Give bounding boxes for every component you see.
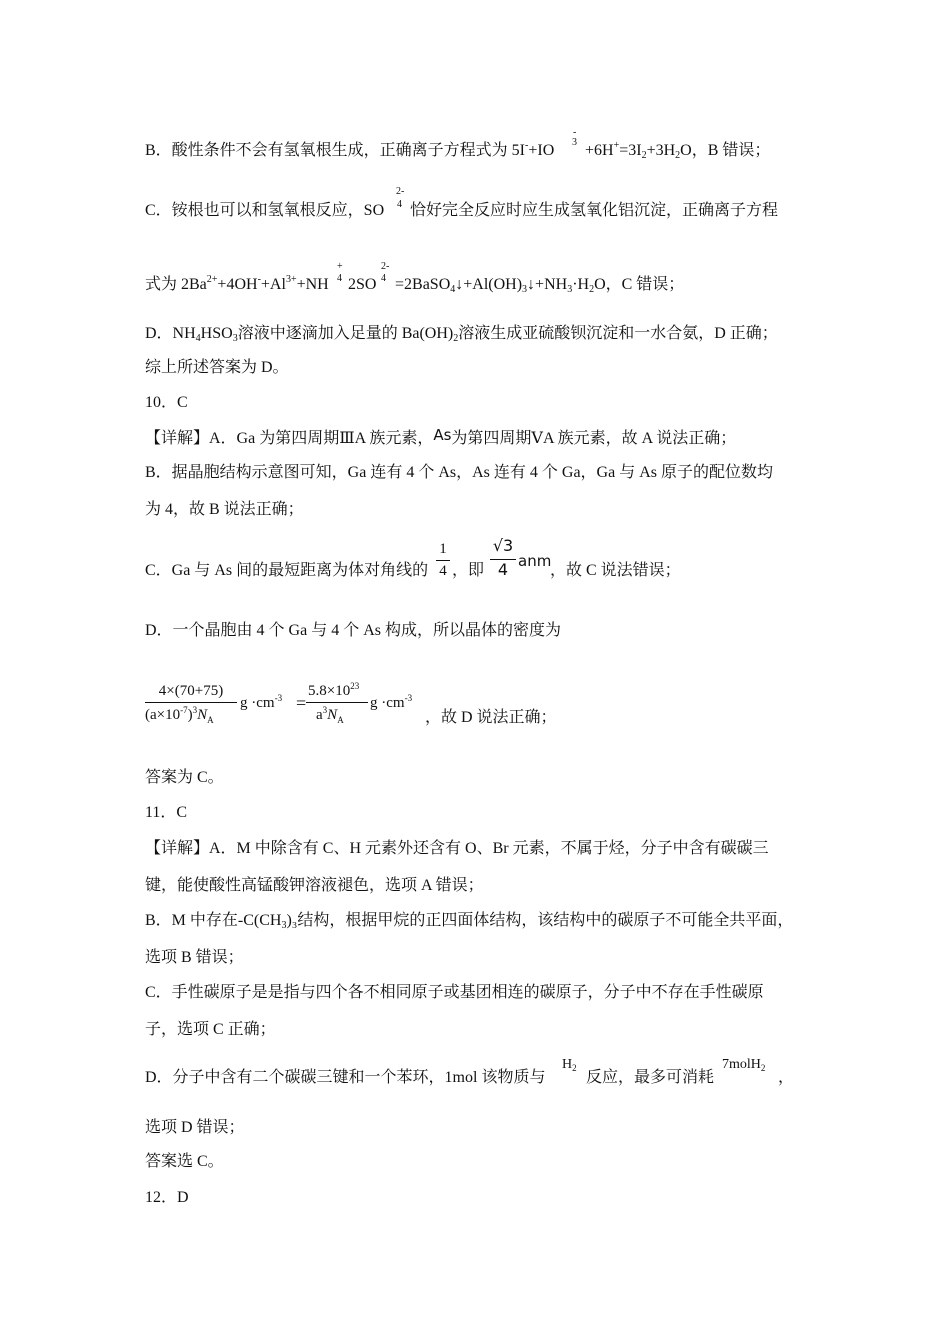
sup: 23 [350,681,360,691]
text: 5.8×10 [308,683,351,699]
formula-h2 [562,1055,577,1075]
line-d11a: D．分子中含有二个碳碳三键和一个苯环，1mol 该物质与 [145,1069,546,1086]
sub: 4 [450,284,456,295]
line-sum9: 综上所述答案为 D。 [145,359,289,376]
text: ，即 [452,562,485,579]
question-number-12: 12．D [145,1189,189,1206]
text: O，C 错误； [594,276,685,293]
text: +3H [646,142,676,159]
fraction-bar [306,702,368,703]
line-c9b-tail [395,275,684,300]
subscript: 3 [572,137,577,148]
text: 为第四周期ⅤA 族元素，故 A 说法正确； [451,430,737,447]
fraction-denominator: 4 [439,563,447,579]
text: 7molH [722,1057,761,1072]
text: a [316,707,323,723]
text: ↓+NH [527,276,568,293]
text: As [433,426,452,444]
text: H [562,1057,573,1072]
fraction-bar [145,702,237,703]
line-b11a [145,911,793,936]
subscript: 4 [397,199,402,210]
sup: 3 [192,705,198,715]
sub: 3 [281,920,287,931]
text: )₃结构，根据甲烷的正四面体结构，该结构中的碳原子不可能全共平面， [286,912,794,929]
superscript: 2- [381,261,390,272]
line-b10b: 为 4，故 B 说法正确； [145,501,304,518]
line-a11b: 键，能使酸性高锰酸钾溶液褪色，选项 A 错误； [145,877,484,894]
sub: 4 [195,333,201,344]
superscript: 2- [396,186,405,197]
line-b9-tail [585,141,770,166]
sub: 2 [641,150,647,161]
superscript: + [337,261,343,272]
text: 反应，最多可消耗 [586,1069,715,1086]
text: =2BaSO [395,276,451,293]
sup: 3+ [285,274,297,285]
formula-denominator-2 [316,706,376,725]
text: 式为 2Ba [145,276,207,293]
text: g ·cm [370,695,405,711]
sup: -3 [404,693,413,703]
sup: - [257,274,261,285]
subscript: 4 [337,273,342,284]
text: N [327,707,338,723]
sub: 3 [232,333,238,344]
subscript: 4 [381,273,386,284]
fraction-numerator: 1 [439,541,447,557]
formula-numerator-1: 4×(70+75) [158,683,224,699]
superscript: - [573,127,577,138]
line-b10a: B．据晶胞结构示意图可知，Ga 连有 4 个 As，As 连有 4 个 Ga，Ga 与 As 原子的配位数均 [145,464,773,481]
text: ) [187,707,193,723]
line-d9 [145,324,778,349]
unit-2 [370,693,412,714]
line-c9a-tail: 恰好完全反应时应生成氢氧化铝沉淀，正确离子方程 [410,202,779,219]
line-b9: B．酸性条件不会有氢氧根生成，正确离子方程式为 5I-+IO [145,140,555,159]
text: +4OH [217,276,258,293]
sub: 2 [675,150,681,161]
sqrt-numerator: √3 [492,536,514,555]
text: HSO [200,325,233,342]
line-d11b: 选项 D 错误； [145,1119,245,1136]
line-a11a: 【详解】A．M 中除含有 C、H 元素外还含有 O、Br 元素，不属于烃，分子中含有碳碳三 [145,840,769,857]
sub: 2 [760,1063,766,1073]
text: +Al [260,276,286,293]
sub: 2 [589,284,595,295]
unit-1 [240,693,282,714]
sub: 3 [567,284,573,295]
line-d10: D．一个晶胞由 4 个 Ga 与 4 个 As 构成，所以晶体的密度为 [145,622,561,639]
text: (a×10 [145,707,181,723]
equals-sign: = [296,693,307,713]
line-c9a [145,201,384,221]
text: B．M 中存在-C(CH [145,912,282,929]
question-number-11: 11．C [145,804,188,821]
text: D．NH [145,325,196,342]
text: ， [778,1069,795,1086]
sup: + [613,140,620,151]
text: 【详解】A．Ga 为第四周期ⅢA 族元素， [145,430,434,447]
sub: 3 [522,284,528,295]
line-c11a: C．手性碳原子是是指与四个各不相同原子或基团相连的碳原子，分子中不存在手性碳原 [145,984,764,1001]
line-c11b: 子，选项 C 正确； [145,1021,276,1038]
line-ans10: 答案为 C。 [145,769,224,786]
fraction-denominator: 4 [497,560,509,579]
text: 2SO [348,276,377,293]
formula-numerator-2 [308,682,374,701]
line-c10: C．Ga 与 As 间的最短距离为体对角线的 [145,562,429,579]
sub: 2 [453,333,459,344]
line-a10 [145,428,736,449]
text: 溶液中逐滴加入足量的 Ba(OH) [237,325,454,342]
text: g ·cm [240,695,275,711]
text: N [197,707,208,723]
fraction-bar [436,560,450,561]
sup: -3 [274,693,283,703]
unit-text: anm [518,552,552,570]
formula-denominator-1 [145,706,241,725]
text: +IO [528,142,555,159]
text: =3I [619,142,642,159]
text: C．铵根也可以和氢氧根反应，SO [145,202,385,219]
sub: A [337,715,344,725]
sup: 3 [322,705,328,715]
sup: -7 [180,705,188,715]
text: ，故 C 说法错误； [550,562,681,579]
line-b11b: 选项 B 错误； [145,949,244,966]
text: B．酸性条件不会有氢氧根生成，正确离子方程式为 5I [145,142,526,159]
sub: 2 [572,1063,577,1073]
formula-7molh2 [722,1055,765,1075]
text: ↓+Al(OH) [455,276,523,293]
sup: 2+ [206,274,218,285]
text: 溶液生成亚硫酸钡沉淀和一水合氨，D 正确； [458,325,778,342]
line-ans11: 答案选 C。 [145,1153,224,1170]
question-number-10: 10．C [145,394,188,411]
sub: A [207,715,214,725]
text: ，故 D 说法正确； [425,709,557,726]
text: ·H [572,276,590,293]
text: +NH [296,276,329,293]
line-c9b [145,275,329,297]
text: +6H [585,142,614,159]
text: O，B 错误； [680,142,771,159]
